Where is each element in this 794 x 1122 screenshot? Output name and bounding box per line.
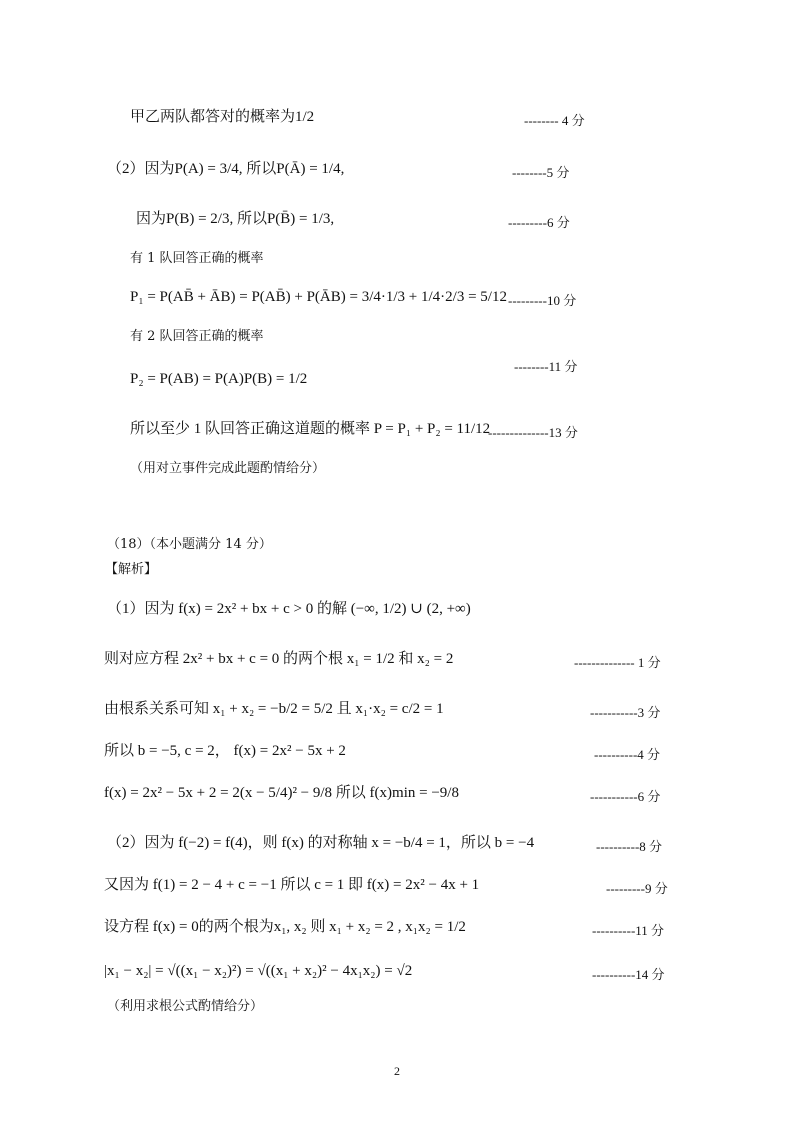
- score-17: -----------6 分: [590, 789, 661, 804]
- line-1: 甲乙两队都答对的概率为1/2: [130, 109, 315, 125]
- line-15: 由根系关系可知 x₁ + x₂ = −b/2 = 5/2 且 x₁·x₂ = c/2 = 1: [104, 701, 444, 717]
- line-21: |x₁ − x₂| = √((x₁ − x₂)²) = √((x₁ + x₂)² − 4x₁x₂) = √2: [104, 963, 413, 979]
- line-19: 又因为 f(1) = 2 − 4 + c = −1 所以 c = 1 即 f(x) = 2x² − 4x + 1: [104, 877, 480, 893]
- score-7: --------11 分: [514, 359, 578, 374]
- score-16: ----------4 分: [594, 747, 661, 762]
- score-20: ----------11 分: [592, 923, 665, 938]
- page-number: 2: [394, 1064, 400, 1078]
- score-1: -------- 4 分: [524, 113, 585, 128]
- line-16: 所以 b = −5, c = 2， f(x) = 2x² − 5x + 2: [104, 743, 346, 759]
- score-14: -------------- 1 分: [574, 655, 661, 670]
- score-19: ---------9 分: [606, 881, 668, 896]
- score-18: ----------8 分: [596, 839, 663, 854]
- line-9: 所以至少 1 队回答正确这道题的概率 P = P₁ + P₂ = 11/12: [130, 421, 491, 437]
- line-20: 设方程 f(x) = 0的两个根为x₁, x₂ 则 x₁ + x₂ = 2 , x₁x₂ = 1/2: [104, 919, 466, 935]
- line-8: P₂ = P(AB) = P(A)P(B) = 1/2: [130, 371, 308, 387]
- score-21: ----------14 分: [592, 967, 665, 982]
- line-14: 则对应方程 2x² + bx + c = 0 的两个根 x₁ = 1/2 和 x₂ = 2: [104, 651, 454, 667]
- line-18: （2）因为 f(−2) = f(4)，则 f(x) 的对称轴 x = −b/4 = 1，所以 b = −4: [107, 835, 535, 851]
- score-3: ---------6 分: [508, 215, 570, 230]
- line-10: （用对立事件完成此题酌情给分）: [130, 461, 326, 476]
- line-13: （1）因为 f(x) = 2x² + bx + c > 0 的解 (−∞, 1/2) ∪ (2, +∞): [107, 601, 471, 617]
- line-11: （18）（本小题满分 14 分）: [107, 537, 272, 552]
- score-15: -----------3 分: [590, 705, 661, 720]
- score-5: ---------10 分: [508, 293, 577, 308]
- score-9: --------------13 分: [488, 425, 578, 440]
- line-6: 有 2 队回答正确的概率: [130, 329, 264, 344]
- line-3: 因为P(B) = 2/3, 所以P(B̄) = 1/3,: [136, 211, 335, 227]
- line-5: P₁ = P(AB̄ + ĀB) = P(AB̄) + P(ĀB) = 3/4·1/3 + 1/4·2/3 = 5/12: [130, 289, 507, 305]
- line-12: 【解析】: [105, 562, 158, 577]
- line-17: f(x) = 2x² − 5x + 2 = 2(x − 5/4)² − 9/8 所以 f(x)min = −9/8: [104, 785, 459, 801]
- line-4: 有 1 队回答正确的概率: [130, 251, 264, 266]
- line-2: （2）因为P(A) = 3/4, 所以P(Ā) = 1/4,: [107, 161, 345, 177]
- score-2: --------5 分: [512, 165, 570, 180]
- line-22: （利用求根公式酌情给分）: [107, 999, 264, 1014]
